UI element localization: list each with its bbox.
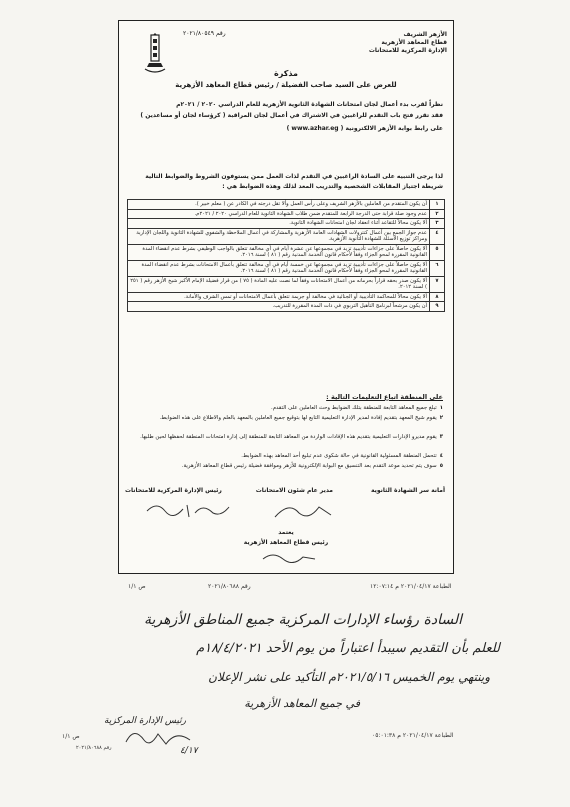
condition-number: ٩	[430, 302, 445, 312]
handwritten-line: للعلم بأن التقديم سيبدأ اعتباراً من يوم الأحد ١٨/٤/٢٠٢١م	[196, 641, 500, 656]
condition-row	[128, 302, 445, 312]
handwritten-line: وينتهي يوم الخميس ٢٠٢١/٥/١٦م التأكيد على نشر الإعلان	[208, 670, 490, 684]
memo-title: مذكرة	[274, 69, 298, 78]
institution-line: الأزهر الشريف	[403, 31, 447, 38]
instruction-number: ٢	[439, 415, 443, 421]
condition-row	[128, 219, 445, 229]
condition-number: ٢	[430, 209, 445, 219]
handwritten-line: في جميع المعاهد الأزهرية	[244, 697, 360, 710]
instructions-title: على المنطقة اتباع التعليمات التالية :	[326, 393, 443, 401]
conditions-table	[127, 199, 445, 312]
memo-sheet	[118, 20, 454, 574]
page-number: ص ١/١	[128, 583, 146, 590]
handwritten-date: ٤/١٧	[180, 746, 198, 756]
instruction-text: تتحمل المنطقة المسئولية القانونية في حالة شكوى عدم تبليغ أحد المعاهد بهذه الضوابط.	[241, 453, 437, 459]
intro-line: شريطة اجتياز المقابلات الشخصية والتدريب المعد لذلك وهذه الضوابط هي :	[222, 183, 443, 190]
condition-row	[128, 292, 445, 302]
condition-text: ألا يكون حاصلاً على جزاءات تأديبية تزيد في مجموعها عن خمسة أيام في أي مخالفة تتعلق بأعمال الامتحانات بشرط عدم انقضاء المدة القانونية المقررة لمحو الجزاء وفقاً لأحكام قانون الخدمة المدنية رقم ( ٨١ ) لسنة ٢٠١٦.	[128, 260, 430, 276]
memo-reference-number: رقم ٢٠٢١/٨٠٥٤٩	[183, 30, 226, 37]
signature-title: مدير عام شئون الامتحانات	[255, 487, 333, 494]
institution-line: الإدارة المركزية للامتحانات	[368, 47, 447, 54]
signature-scrawl-icon	[120, 722, 200, 752]
condition-text: ألا يكون صدر بحقه قراراً بحرمانه من أعمال الامتحانات وفقاً لما نصت عليه المادة ( ٧٥ ) من قرار فضيلة الإمام الأكبر شيخ الأزهر رقم ( ٢٥١ ) لسنة ٢٠١٢.	[128, 276, 430, 292]
condition-text: عدم جواز الجمع بين أعمال كنترولات الشهادات العامة الأزهرية والمشاركة في أعمال الملاحظة والشفوي للشهادة الثانوية واللجان الإدارية ومراكز توزيع الأسئلة للشهادة الثانوية الأزهرية.	[128, 228, 430, 244]
intro-line: نظراً لقرب بدء أعمال لجان امتحانات الشهادة الثانوية الأزهرية للعام الدراسي ٢٠٢٠ / ٢٠٢١م	[176, 101, 443, 108]
instruction-item	[131, 415, 443, 422]
handwritten-line: السادة رؤساء الإدارات المركزية جميع المناطق الأزهرية	[143, 612, 462, 628]
instruction-number: ٣	[439, 434, 443, 440]
condition-text: ألا يكون محالاً للمحاكمة التأديبية أو الجنائية في مخالفة أو جريمة تتعلق بأعمال الامتحانات أو تمس الشرف والأمانة.	[128, 292, 430, 302]
instruction-text: تبلغ جميع المعاهد التابعة للمنطقة بتلك الضوابط وحث العاملين على التقدم.	[271, 405, 437, 411]
signature-title: أمانة سر الشهادة الثانوية	[371, 487, 445, 494]
condition-number: ١	[430, 200, 445, 210]
instruction-number: ٥	[439, 463, 443, 469]
condition-row	[128, 260, 445, 276]
approval-word: يعتمد	[278, 529, 294, 536]
condition-text: عدم وجود صلة قرابة حتى الدرجة الرابعة للمتقدم ضمن طلاب الشهادة الثانوية للعام الدراسي ٢٠٢٠ / ٢٠٢١م.	[128, 209, 430, 219]
approval-title: رئيس قطاع المعاهد الأزهرية	[243, 539, 329, 546]
instruction-item	[131, 453, 443, 460]
condition-number: ٥	[430, 244, 445, 260]
condition-text: أن يكون المتقدم من العاملين بالأزهر الشريف وعلى رأس العمل وألا تقل درجته في الكادر عن ( معلم خبير ).	[128, 200, 430, 210]
instruction-item	[131, 463, 443, 470]
signature-title: رئيس الإدارة المركزية للامتحانات	[125, 487, 222, 494]
memo-addressee: للعرض على السيد صاحب الفضيلة / رئيس قطاع المعاهد الأزهرية	[175, 81, 397, 89]
condition-text: أن يكون مرشحاً لبرنامج التأهيل التربوي في ذات المدة المقررة للتدريب.	[128, 302, 430, 312]
intro-line: فقد تقرر فتح باب التقدم للراغبين في الاشتراك في أعمال لجان المراقبة ( كرؤساء لجان أو مساعدين )	[140, 112, 443, 119]
instruction-text: سوف يتم تحديد موعد التقدم بعد التنسيق مع البوابة الإلكترونية للأزهر وموافقة فضيلة رئيس قطاع المعاهد الأزهرية.	[181, 463, 437, 469]
signature-scrawl-icon	[269, 499, 339, 523]
condition-number: ٣	[430, 219, 445, 229]
condition-row	[128, 200, 445, 210]
intro-line: على رابط بوابة الأزهر الالكترونية ( www.azhar.eg )	[286, 125, 443, 132]
institution-header	[355, 31, 447, 55]
condition-row	[128, 228, 445, 244]
condition-text: ألا يكون حاصلاً على جزاءات تأديبية تزيد في مجموعها عن عشرة أيام في أي مخالفة تتعلق بالواجب الوظيفي بشرط عدم انقضاء المدة القانونية المقررة لمحو الجزاء وفقاً لأحكام قانون الخدمة المدنية رقم ( ٨١ ) لسنة ٢٠١٦.	[128, 244, 430, 260]
institution-line: قطاع المعاهد الأزهرية	[381, 39, 447, 46]
instruction-text: يقوم مديرو الإدارات التعليمية بتقديم هذه الإفادات الواردة من المعاهد التابعة للمنطقة إلى إدارة امتحانات المنطقة لحفظها لحين طلبها.	[140, 434, 437, 440]
print-timestamp: الطباعة ٢٠٢١/٠٤/١٧ م ١٢:٠٧:١٤	[370, 583, 452, 590]
condition-text: ألا يكون محالاً للتقاعد أثناء انعقاد لجان امتحانات الشهادة الثانوية.	[128, 219, 430, 229]
condition-row	[128, 209, 445, 219]
bottom-footer-print: الطباعة ٢٠٢١/٠٤/١٧ م ٠٥:٠١:٣٨	[372, 732, 454, 739]
bottom-footer-page: ص ١/١	[62, 733, 80, 740]
instruction-item	[131, 405, 443, 412]
signature-scrawl-icon	[259, 549, 319, 563]
condition-row	[128, 276, 445, 292]
condition-number: ٨	[430, 292, 445, 302]
instruction-item	[131, 434, 443, 441]
condition-row	[128, 244, 445, 260]
handwritten-line: رئيس الإدارة المركزية	[104, 716, 186, 726]
instruction-number: ١	[439, 405, 443, 411]
condition-number: ٧	[430, 276, 445, 292]
instruction-text: يقوم شيخ المعهد بتقديم إفادة لمدير الإدارة التعليمية التابع لها بتوقيع جميع العاملين بالمعهد بالعلم والاطلاع على هذه الضوابط.	[159, 415, 437, 421]
condition-number: ٤	[430, 228, 445, 244]
intro-line: لذا يرجى التنبيه على السادة الراغبين في التقدم لذات العمل ممن يستوفون الشروط والضوابط التالية	[145, 173, 443, 180]
instruction-number: ٤	[439, 453, 443, 459]
signature-scrawl-icon	[143, 497, 233, 521]
footer-reference: رقم ٢٠٢١/٨٠٦٨٨	[208, 583, 251, 590]
condition-number: ٦	[430, 260, 445, 276]
bottom-footer-reference: رقم ٢٠٢١/٨٠٦٨٨	[76, 745, 112, 751]
